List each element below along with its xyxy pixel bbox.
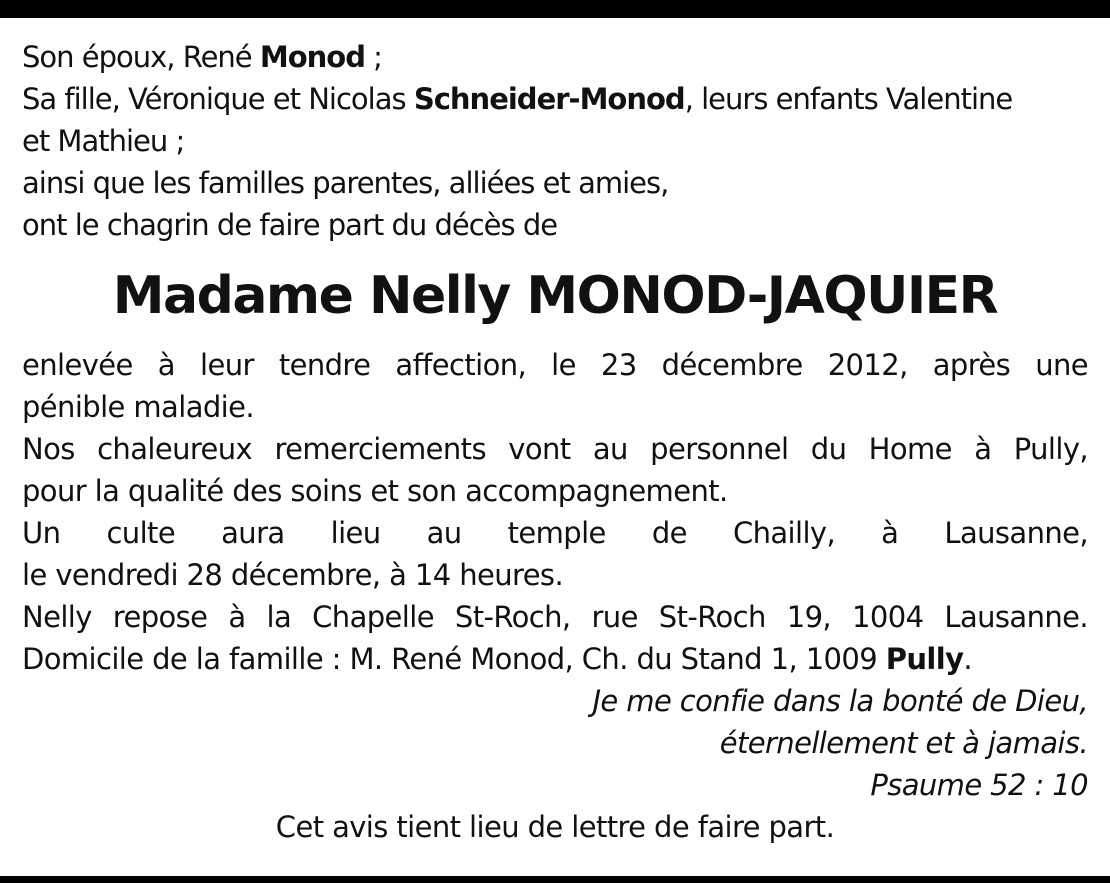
verse-line-2: éternellement et à jamais. xyxy=(719,726,1088,760)
notice-body xyxy=(22,344,1088,680)
body-line-care: pour la qualité des soins et son accompagnement. xyxy=(22,474,728,508)
closing-statement: Cet avis tient lieu de lettre de faire part. xyxy=(275,810,835,844)
family-line-spouse: Son époux, René Monod ; xyxy=(22,40,382,74)
top-border-rule xyxy=(0,0,1110,18)
spouse-surname: Monod xyxy=(259,40,365,74)
family-line-relatives: ainsi que les familles parentes, alliées et amies, xyxy=(22,166,669,200)
body-line-domicile: Domicile de la famille : M. René Monod, Ch. du Stand 1, 1009 Pully. xyxy=(22,642,973,676)
death-notice xyxy=(22,36,1088,848)
domicile-town: Pully xyxy=(885,642,964,676)
daughter-surname: Schneider-Monod xyxy=(413,82,685,116)
scripture-verse xyxy=(22,680,1088,806)
body-line-thanks: Nos chaleureux remerciements vont au personnel du Home à Pully, xyxy=(22,432,1088,466)
bottom-border-rule xyxy=(0,876,1110,883)
body-line-date: enlevée à leur tendre affection, le 23 décembre 2012, après une xyxy=(22,348,1088,382)
family-announcement xyxy=(22,36,1088,246)
verse-reference: Psaume 52 : 10 xyxy=(870,768,1088,802)
deceased-name: Madame Nelly MONOD-JAQUIER xyxy=(112,266,998,326)
verse-line-1: Je me confie dans la bonté de Dieu, xyxy=(592,684,1088,718)
family-line-announcement: ont le chagrin de faire part du décès de xyxy=(22,208,558,242)
family-line-grandchildren: et Mathieu ; xyxy=(22,124,185,158)
body-line-illness: pénible maladie. xyxy=(22,390,254,424)
family-line-daughter: Sa fille, Véronique et Nicolas Schneider-Monod, leurs enfants Valentine xyxy=(22,82,1013,116)
body-line-service-date: le vendredi 28 décembre, à 14 heures. xyxy=(22,558,564,592)
body-line-service: Un culte aura lieu au temple de Chailly, à Lausanne, xyxy=(22,516,1088,550)
body-line-chapel: Nelly repose à la Chapelle St-Roch, rue St-Roch 19, 1004 Lausanne. xyxy=(22,600,1088,634)
